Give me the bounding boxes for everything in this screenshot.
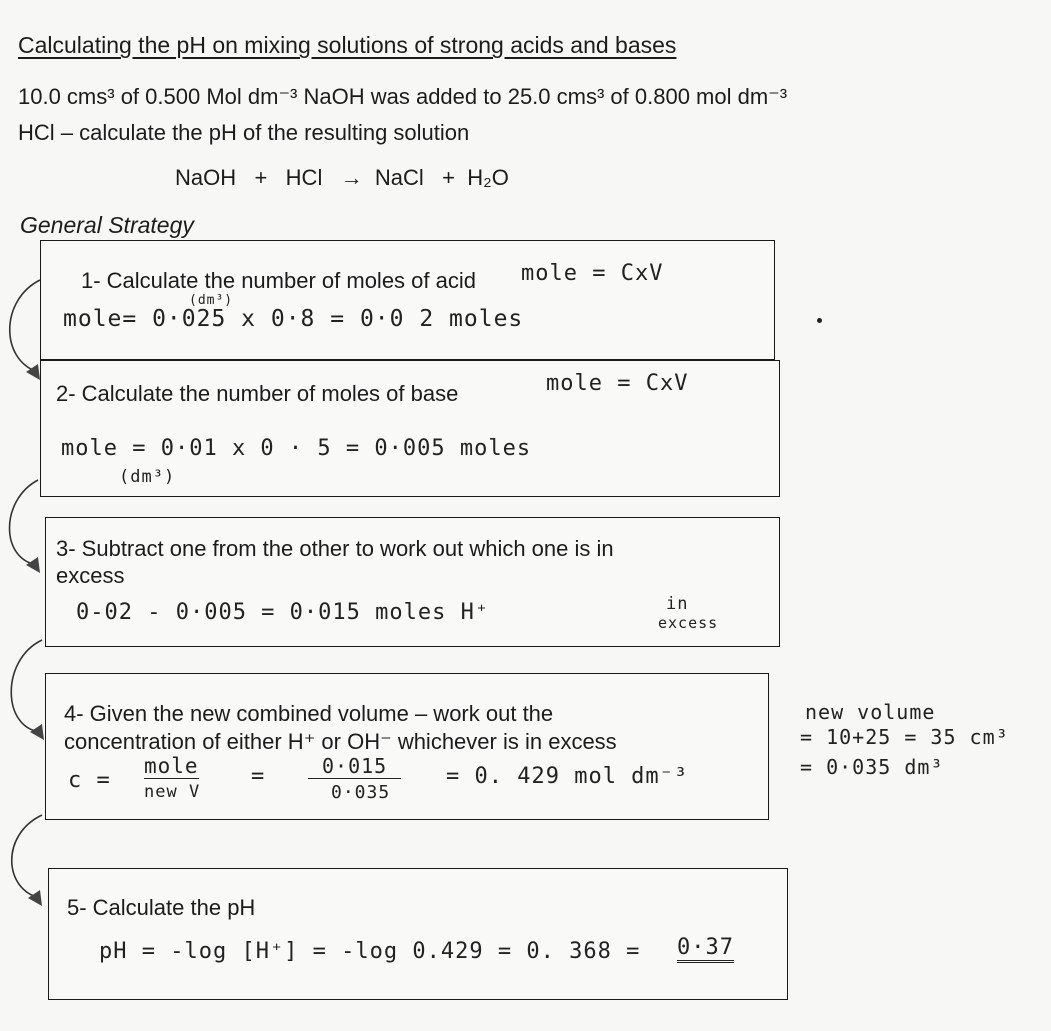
- arrow-3-to-4: [11, 640, 42, 732]
- product-water: H₂O: [467, 165, 509, 190]
- step-4-numerator-2: 0·015: [308, 754, 401, 779]
- step-3-in: in: [666, 594, 689, 614]
- step-1-label: 1- Calculate the number of moles of acid: [81, 268, 476, 293]
- step-5-work: pH = -log [H⁺] = -log 0.429 = 0. 368 =: [99, 939, 641, 964]
- step-2-box: [40, 360, 780, 497]
- step-4-result: = 0. 429 mol dm⁻³: [446, 764, 689, 789]
- reactant-naoh: NaOH: [175, 165, 237, 190]
- arrow-1-to-2: [10, 280, 40, 372]
- step-1-unit: (dm³): [189, 293, 234, 308]
- step-2-formula: mole = CxV: [546, 371, 689, 396]
- step-4-c: c =: [68, 768, 111, 793]
- step-2-label: 2- Calculate the number of moles of base: [56, 381, 459, 406]
- reactant-hcl: HCl: [285, 165, 323, 190]
- step-4-box: [45, 673, 769, 820]
- stray-dot: [817, 318, 822, 323]
- product-nacl: NaCl: [374, 165, 424, 190]
- arrow-2-to-3: [10, 480, 39, 565]
- step-4-label-line-2: concentration of either H⁺ or OH⁻ whichever is in excess: [64, 729, 617, 754]
- step-3-box: [45, 517, 780, 647]
- step-3-excess: excess: [658, 614, 719, 632]
- step-3-label-line-2: excess: [56, 563, 125, 588]
- side-note-line-1: new volume: [805, 700, 936, 724]
- step-4-denominator-2: 0·035: [331, 782, 391, 803]
- step-2-work: mole = 0·01 x 0 · 5 = 0·005 moles: [61, 436, 532, 461]
- step-5-box: [48, 868, 788, 1000]
- step-1-work: mole= 0·025 x 0·8 = 0·0 2 moles: [63, 306, 524, 332]
- step-4-denominator-1: new V: [144, 782, 201, 802]
- step-4-numerator-1: mole: [144, 754, 199, 778]
- question-line-1: 10.0 cms³ of 0.500 Mol dm⁻³ NaOH was added to 25.0 cms³ of 0.800 mol dm⁻³: [18, 84, 788, 109]
- strategy-heading: General Strategy: [20, 212, 194, 238]
- reaction-arrow: →: [340, 165, 363, 190]
- arrow-4-to-5: [12, 815, 42, 898]
- question-line-2: HCl – calculate the pH of the resulting solution: [18, 120, 470, 145]
- step-1-box: [40, 240, 775, 360]
- arrow-head-icon: [28, 890, 42, 906]
- step-4-label-line-1: 4- Given the new combined volume – work out the: [64, 701, 554, 726]
- arrow-head-icon: [26, 557, 40, 573]
- step-3-work: 0-02 - 0·005 = 0·015 moles H⁺: [76, 600, 490, 625]
- step-5-answer: 0·37: [677, 935, 734, 963]
- step-2-unit: (dm³): [119, 467, 176, 487]
- side-note-line-2: = 10+25 = 35 cm³: [800, 725, 1009, 749]
- step-1-formula: mole = CxV: [521, 261, 664, 286]
- plus-sign: +: [442, 165, 456, 190]
- step-4-equals: =: [251, 764, 266, 789]
- step-5-label: 5- Calculate the pH: [67, 895, 256, 920]
- page-title: Calculating the pH on mixing solutions of strong acids and bases: [18, 32, 677, 58]
- side-note-line-3: = 0·035 dm³: [800, 755, 944, 779]
- arrow-head-icon: [30, 724, 44, 740]
- plus-sign: +: [254, 165, 268, 190]
- step-3-label-line-1: 3- Subtract one from the other to work out which one is in: [56, 536, 614, 561]
